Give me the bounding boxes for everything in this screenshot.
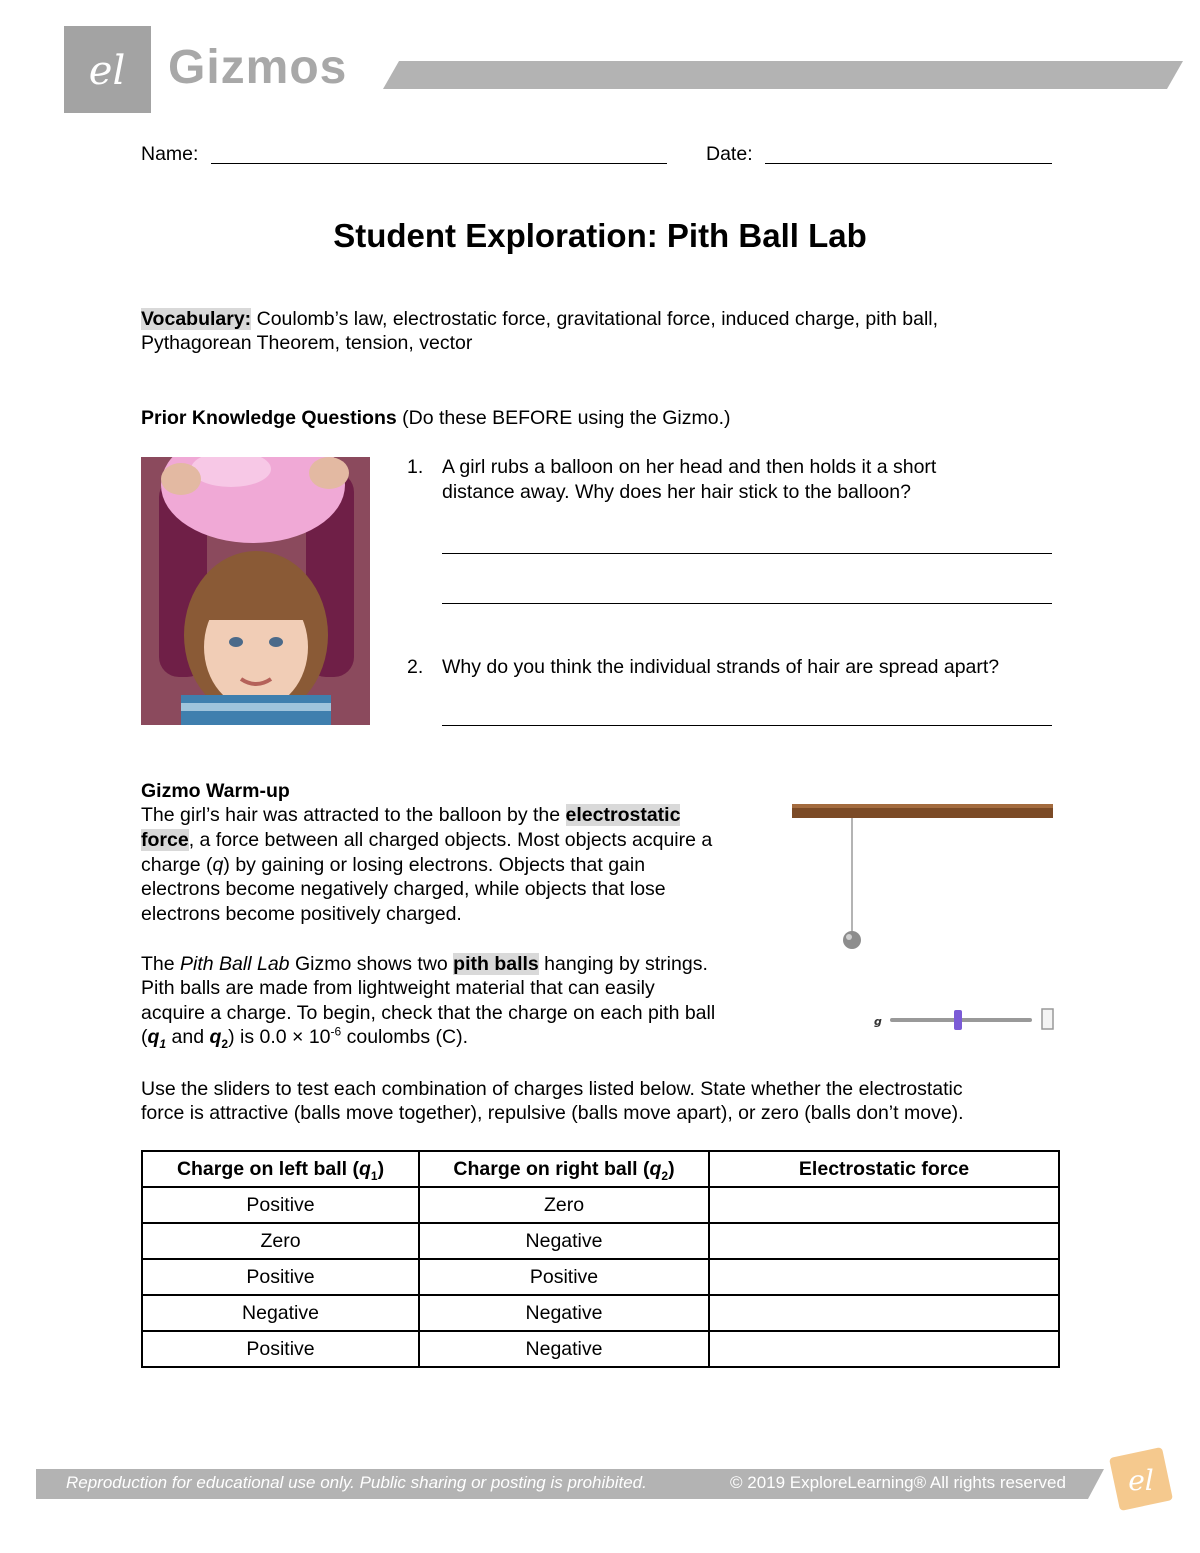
left-charge-cell: Positive xyxy=(142,1259,419,1295)
term-pith-balls: pith balls xyxy=(453,953,539,975)
warmup-p3-line1: Use the sliders to test each combination of charges listed below. State whether the electrostatic xyxy=(141,1078,963,1100)
answer-1-blank-a[interactable] xyxy=(442,553,1052,554)
header-left-charge: Charge on left ball $(q_1)$ xyxy=(142,1151,419,1187)
svg-text:el: el xyxy=(88,48,126,94)
question-2-text: Why do you think the individual strands of hair are spread apart? xyxy=(442,656,1000,678)
brand-name: Gizmos xyxy=(168,41,348,94)
warmup-p1-line5: electrons become positively charged. xyxy=(141,903,462,925)
warmup-p1-line1: The girl’s hair was attracted to the balloon by the electrostatic xyxy=(141,804,681,826)
footer-copyright: © 2019 ExploreLearning® All rights reserved xyxy=(730,1473,1066,1492)
force-answer-cell[interactable] xyxy=(709,1295,1059,1331)
girl-balloon-photo xyxy=(141,457,370,725)
date-blank[interactable] xyxy=(765,163,1052,164)
header-electrostatic-force: Electrostatic force xyxy=(709,1151,1059,1187)
date-label: Date: xyxy=(706,143,753,165)
slider-label: g xyxy=(874,1015,882,1028)
warmup-p2-line4: ($q_1$ and $q_2$) is $0.0 \times 10^{-6}$ coulombs (C). xyxy=(141,1024,468,1051)
warmup-p2-line1: The Pith Ball Lab Gizmo shows two pith balls hanging by strings. xyxy=(141,953,708,975)
header-right-charge: Charge on right ball $(q_2)$ xyxy=(419,1151,709,1187)
force-answer-cell[interactable] xyxy=(709,1187,1059,1223)
warmup-heading: Gizmo Warm-up xyxy=(141,780,290,802)
left-charge-cell: Positive xyxy=(142,1187,419,1223)
force-answer-cell[interactable] xyxy=(709,1223,1059,1259)
table-row xyxy=(142,1223,1059,1259)
warmup-p2-line3: acquire a charge. To begin, check that the charge on each pith ball xyxy=(141,1002,716,1024)
right-charge-cell: Negative xyxy=(419,1295,709,1331)
name-blank[interactable] xyxy=(211,163,667,164)
answer-1-blank-b[interactable] xyxy=(442,603,1052,604)
gizmos-logo xyxy=(64,26,151,113)
footer-notice: Reproduction for educational use only. Public sharing or posting is prohibited. xyxy=(66,1473,647,1492)
answer-2-blank[interactable] xyxy=(442,725,1052,726)
question-1-line1: A girl rubs a balloon on her head and then holds it a short xyxy=(442,456,937,478)
table-header-row xyxy=(142,1151,1059,1187)
header-bar xyxy=(383,61,1183,89)
charge-table xyxy=(141,1150,1060,1368)
term-force: force xyxy=(141,829,189,851)
vocabulary-terms: Coulomb’s law, electrostatic force, gravitational force, induced charge, pith ball, xyxy=(256,308,939,330)
gravity-slider-handle[interactable] xyxy=(954,1010,962,1030)
warmup-p3-line2: force is attractive (balls move together), repulsive (balls move apart), or zero (balls don’t move). xyxy=(141,1102,964,1124)
left-charge-cell: Positive xyxy=(142,1331,419,1367)
right-charge-cell: Zero xyxy=(419,1187,709,1223)
left-charge-cell: Zero xyxy=(142,1223,419,1259)
prior-heading-line xyxy=(141,406,731,431)
term-electrostatic: electrostatic xyxy=(565,804,681,826)
right-charge-cell: Positive xyxy=(419,1259,709,1295)
prior-note: (Do these BEFORE using the Gizmo.) xyxy=(402,407,731,429)
right-charge-cell: Negative xyxy=(419,1331,709,1367)
vocabulary-line1 xyxy=(141,307,938,332)
page-title: Student Exploration: Pith Ball Lab xyxy=(333,217,867,254)
table-row xyxy=(142,1187,1059,1223)
force-answer-cell[interactable] xyxy=(709,1259,1059,1295)
footer-el-logo-icon xyxy=(1108,1446,1174,1512)
question-2-number: 2. xyxy=(407,656,424,678)
prior-heading: Prior Knowledge Questions xyxy=(141,407,397,429)
table-row xyxy=(142,1259,1059,1295)
gizmo-name: Pith Ball Lab xyxy=(180,953,290,975)
warmup-p1-line2: force, a force between all charged objects. Most objects acquire a xyxy=(141,829,713,851)
el-logo-icon xyxy=(64,26,151,113)
question-1-line2: distance away. Why does her hair stick to the balloon? xyxy=(442,481,911,503)
svg-text:el: el xyxy=(1128,1464,1154,1497)
left-charge-cell: Negative xyxy=(142,1295,419,1331)
warmup-p2-line2: Pith balls are made from lightweight material that can easily xyxy=(141,977,655,999)
vocabulary-line2: Pythagorean Theorem, tension, vector xyxy=(141,332,473,354)
question-1-number: 1. xyxy=(407,456,424,478)
right-charge-cell: Negative xyxy=(419,1223,709,1259)
warmup-p1-line4: electrons become negatively charged, while objects that lose xyxy=(141,878,666,900)
table-row xyxy=(142,1295,1059,1331)
warmup-p1-line3: charge (q) by gaining or losing electrons. Objects that gain xyxy=(141,854,646,876)
force-answer-cell[interactable] xyxy=(709,1331,1059,1367)
pith-ball-gizmo-illustration xyxy=(790,795,1055,1040)
table-row xyxy=(142,1331,1059,1367)
name-label: Name: xyxy=(141,143,199,165)
vocabulary-label: Vocabulary: xyxy=(141,308,252,330)
